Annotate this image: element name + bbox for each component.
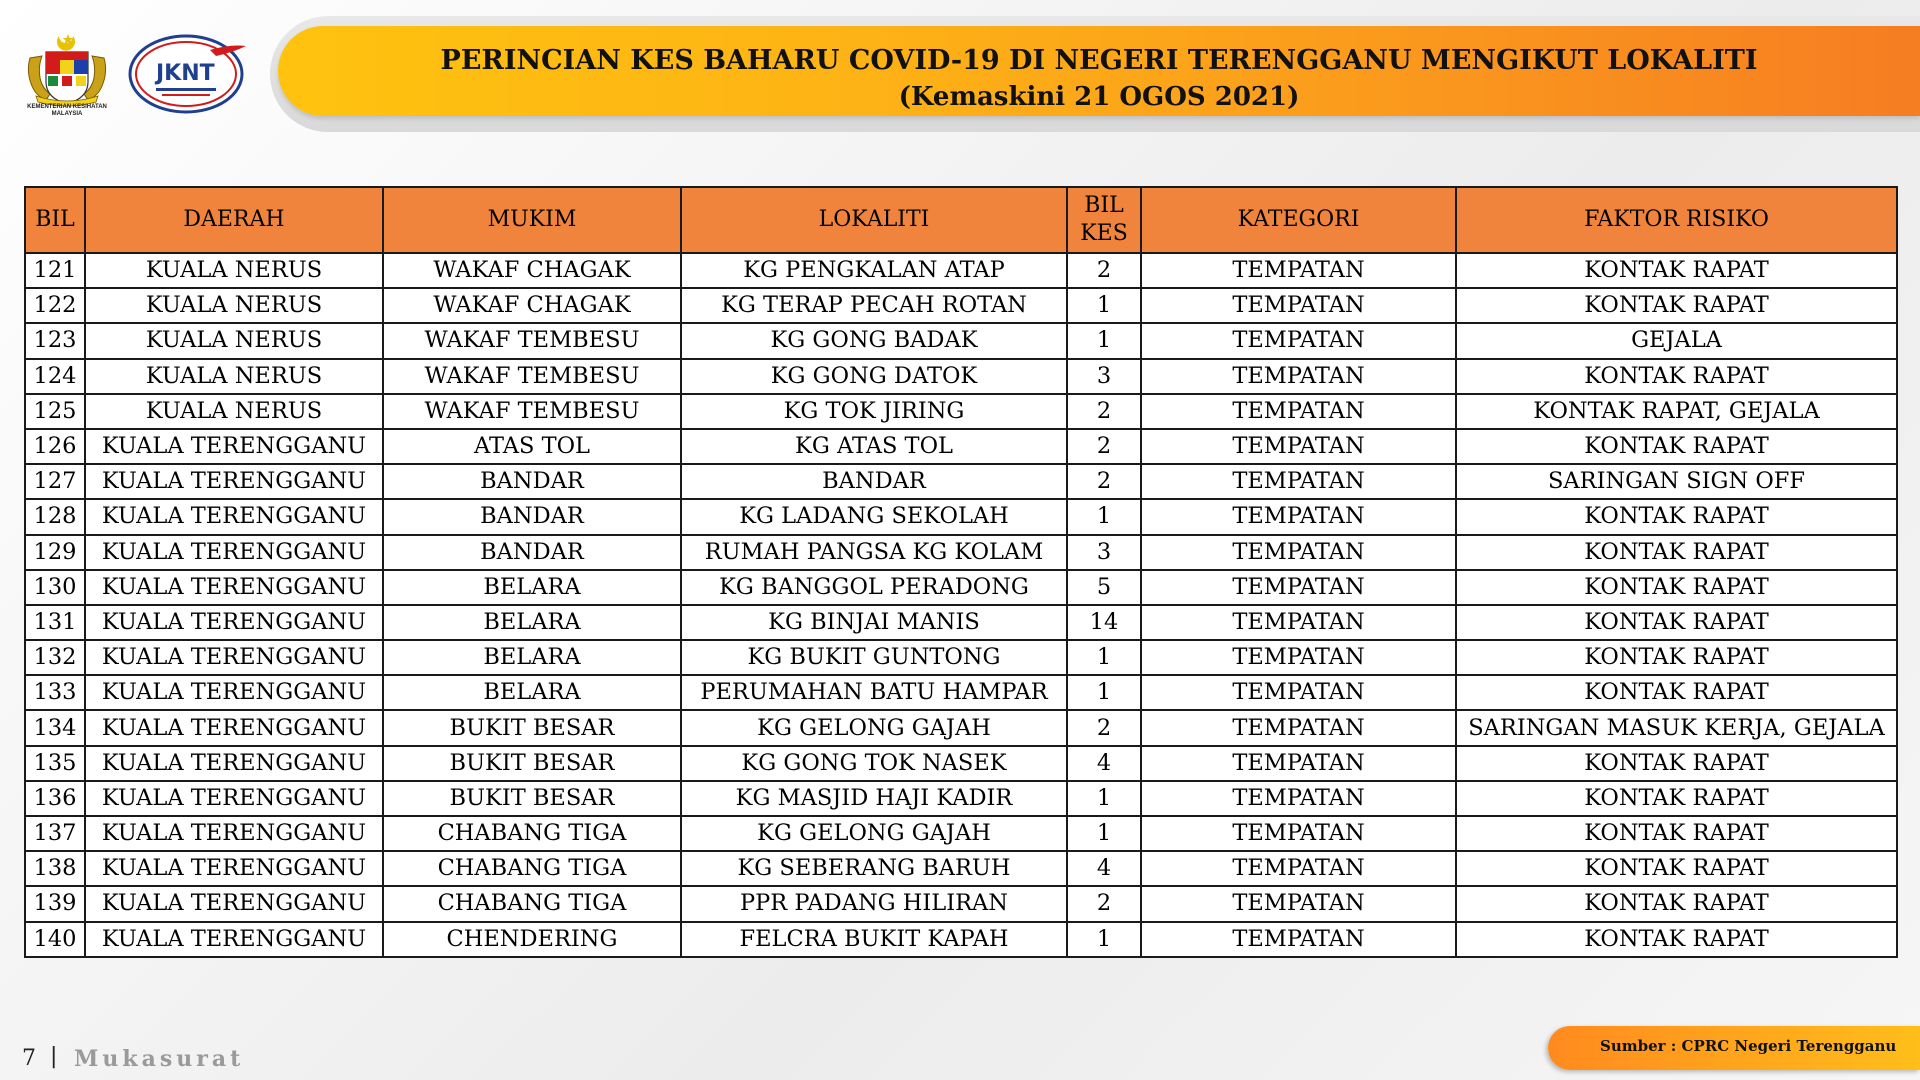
table-row	[25, 605, 1897, 640]
cell-bil: 134	[25, 710, 85, 745]
table-row	[25, 886, 1897, 921]
cell-faktor: KONTAK RAPAT	[1456, 359, 1897, 394]
cell-kategori: TEMPATAN	[1141, 288, 1456, 323]
cell-faktor: KONTAK RAPAT	[1456, 781, 1897, 816]
cell-kategori: TEMPATAN	[1141, 570, 1456, 605]
cell-lokaliti: KG GONG BADAK	[681, 323, 1067, 358]
cell-lokaliti: KG LADANG SEKOLAH	[681, 499, 1067, 534]
cell-lokaliti: KG GONG DATOK	[681, 359, 1067, 394]
cell-bil: 123	[25, 323, 85, 358]
cell-mukim: BUKIT BESAR	[383, 710, 681, 745]
footer-separator: |	[50, 1044, 58, 1069]
header-lokaliti: LOKALITI	[681, 187, 1067, 253]
cell-daerah: KUALA TERENGGANU	[85, 746, 383, 781]
header-bil: BIL	[25, 187, 85, 253]
cell-daerah: KUALA TERENGGANU	[85, 640, 383, 675]
cell-mukim: BUKIT BESAR	[383, 781, 681, 816]
cell-bil: 135	[25, 746, 85, 781]
cell-kategori: TEMPATAN	[1141, 535, 1456, 570]
cell-kategori: TEMPATAN	[1141, 464, 1456, 499]
cell-kategori: TEMPATAN	[1141, 499, 1456, 534]
cell-kes: 2	[1067, 886, 1141, 921]
cell-kes: 4	[1067, 851, 1141, 886]
cell-kes: 1	[1067, 640, 1141, 675]
cell-daerah: KUALA TERENGGANU	[85, 535, 383, 570]
cell-lokaliti: KG BINJAI MANIS	[681, 605, 1067, 640]
cell-lokaliti: KG BANGGOL PERADONG	[681, 570, 1067, 605]
logo-group	[22, 30, 242, 130]
cell-kategori: TEMPATAN	[1141, 710, 1456, 745]
cell-faktor: SARINGAN SIGN OFF	[1456, 464, 1897, 499]
cell-daerah: KUALA TERENGGANU	[85, 464, 383, 499]
cell-lokaliti: KG TOK JIRING	[681, 394, 1067, 429]
cell-bil: 133	[25, 675, 85, 710]
header-mukim: MUKIM	[383, 187, 681, 253]
cell-bil: 132	[25, 640, 85, 675]
cell-mukim: WAKAF TEMBESU	[383, 323, 681, 358]
table-body	[25, 253, 1897, 957]
cell-faktor: KONTAK RAPAT	[1456, 886, 1897, 921]
cell-bil: 128	[25, 499, 85, 534]
table-row	[25, 570, 1897, 605]
cell-bil: 139	[25, 886, 85, 921]
table-row	[25, 323, 1897, 358]
cell-bil: 140	[25, 922, 85, 957]
cell-kes: 1	[1067, 922, 1141, 957]
cell-faktor: KONTAK RAPAT	[1456, 640, 1897, 675]
cell-mukim: CHABANG TIGA	[383, 886, 681, 921]
cell-kes: 14	[1067, 605, 1141, 640]
cell-mukim: BUKIT BESAR	[383, 746, 681, 781]
cell-lokaliti: KG PENGKALAN ATAP	[681, 253, 1067, 288]
table-row	[25, 499, 1897, 534]
cell-daerah: KUALA TERENGGANU	[85, 922, 383, 957]
cell-mukim: BELARA	[383, 570, 681, 605]
cell-lokaliti: BANDAR	[681, 464, 1067, 499]
cell-kes: 2	[1067, 464, 1141, 499]
cell-daerah: KUALA TERENGGANU	[85, 605, 383, 640]
cell-lokaliti: KG ATAS TOL	[681, 429, 1067, 464]
cell-faktor: KONTAK RAPAT	[1456, 851, 1897, 886]
cell-mukim: WAKAF TEMBESU	[383, 394, 681, 429]
cell-mukim: CHABANG TIGA	[383, 816, 681, 851]
cell-lokaliti: KG TERAP PECAH ROTAN	[681, 288, 1067, 323]
cell-faktor: SARINGAN MASUK KERJA, GEJALA	[1456, 710, 1897, 745]
cell-mukim: BANDAR	[383, 499, 681, 534]
cell-daerah: KUALA TERENGGANU	[85, 851, 383, 886]
cell-kes: 1	[1067, 323, 1141, 358]
cell-faktor: KONTAK RAPAT	[1456, 253, 1897, 288]
source-text: Sumber : CPRC Negeri Terengganu	[1600, 1037, 1897, 1055]
table-row	[25, 816, 1897, 851]
cell-bil: 138	[25, 851, 85, 886]
cell-kategori: TEMPATAN	[1141, 323, 1456, 358]
cell-kategori: TEMPATAN	[1141, 746, 1456, 781]
cell-faktor: KONTAK RAPAT	[1456, 429, 1897, 464]
cell-kategori: TEMPATAN	[1141, 922, 1456, 957]
cell-kes: 1	[1067, 675, 1141, 710]
cell-kategori: TEMPATAN	[1141, 816, 1456, 851]
header-bil-kes-line2: KES	[1080, 221, 1128, 246]
page-subtitle: (Kemaskini 21 OGOS 2021)	[898, 82, 1300, 112]
table-row	[25, 781, 1897, 816]
cell-daerah: KUALA TERENGGANU	[85, 429, 383, 464]
cases-table	[24, 186, 1898, 958]
jknt-logo	[126, 32, 258, 116]
table-row	[25, 851, 1897, 886]
cell-bil: 126	[25, 429, 85, 464]
cell-bil: 130	[25, 570, 85, 605]
table-row	[25, 922, 1897, 957]
cell-lokaliti: KG GELONG GAJAH	[681, 710, 1067, 745]
cell-lokaliti: RUMAH PANGSA KG KOLAM	[681, 535, 1067, 570]
cell-bil: 129	[25, 535, 85, 570]
cell-bil: 121	[25, 253, 85, 288]
cell-mukim: BELARA	[383, 640, 681, 675]
cell-kes: 3	[1067, 359, 1141, 394]
cell-faktor: KONTAK RAPAT	[1456, 675, 1897, 710]
cell-kategori: TEMPATAN	[1141, 781, 1456, 816]
cell-daerah: KUALA TERENGGANU	[85, 816, 383, 851]
cell-mukim: CHENDERING	[383, 922, 681, 957]
cell-daerah: KUALA NERUS	[85, 394, 383, 429]
page-number: 7	[22, 1046, 36, 1071]
cell-daerah: KUALA TERENGGANU	[85, 886, 383, 921]
page-title: PERINCIAN KES BAHARU COVID-19 DI NEGERI TERENGGANU MENGIKUT LOKALITI	[440, 45, 1758, 76]
cell-lokaliti: FELCRA BUKIT KAPAH	[681, 922, 1067, 957]
table-row	[25, 675, 1897, 710]
cell-mukim: ATAS TOL	[383, 429, 681, 464]
cell-kategori: TEMPATAN	[1141, 429, 1456, 464]
table-row	[25, 429, 1897, 464]
cell-kategori: TEMPATAN	[1141, 886, 1456, 921]
header-faktor-risiko: FAKTOR RISIKO	[1456, 187, 1897, 253]
cell-faktor: KONTAK RAPAT	[1456, 605, 1897, 640]
cell-mukim: CHABANG TIGA	[383, 851, 681, 886]
table-row	[25, 464, 1897, 499]
cell-kes: 2	[1067, 394, 1141, 429]
cell-mukim: BANDAR	[383, 535, 681, 570]
table-header	[25, 187, 1897, 253]
cell-faktor: KONTAK RAPAT	[1456, 922, 1897, 957]
table-row	[25, 535, 1897, 570]
cell-daerah: KUALA NERUS	[85, 288, 383, 323]
cell-mukim: WAKAF CHAGAK	[383, 288, 681, 323]
cell-bil: 136	[25, 781, 85, 816]
header-daerah: DAERAH	[85, 187, 383, 253]
header-bil-kes-line1: BIL	[1084, 193, 1124, 218]
header-row	[25, 187, 1897, 253]
cell-lokaliti: PERUMAHAN BATU HAMPAR	[681, 675, 1067, 710]
cell-daerah: KUALA TERENGGANU	[85, 675, 383, 710]
cell-mukim: WAKAF TEMBESU	[383, 359, 681, 394]
cell-faktor: KONTAK RAPAT	[1456, 746, 1897, 781]
cell-daerah: KUALA NERUS	[85, 359, 383, 394]
jknt-logo-text: JKNT	[156, 61, 215, 86]
cell-kategori: TEMPATAN	[1141, 359, 1456, 394]
cell-kes: 2	[1067, 253, 1141, 288]
page-label: Mukasurat	[74, 1046, 245, 1072]
cell-faktor: GEJALA	[1456, 323, 1897, 358]
cell-kes: 1	[1067, 781, 1141, 816]
cell-kategori: TEMPATAN	[1141, 253, 1456, 288]
cell-kategori: TEMPATAN	[1141, 851, 1456, 886]
header-kategori: KATEGORI	[1141, 187, 1456, 253]
cell-lokaliti: KG SEBERANG BARUH	[681, 851, 1067, 886]
table-row	[25, 640, 1897, 675]
cell-kategori: TEMPATAN	[1141, 675, 1456, 710]
moh-caption: KEMENTERIAN KESIHATAN MALAYSIA	[27, 104, 107, 117]
header-bil-kes	[1067, 187, 1141, 253]
cell-lokaliti: KG BUKIT GUNTONG	[681, 640, 1067, 675]
cell-mukim: BANDAR	[383, 464, 681, 499]
cell-kes: 3	[1067, 535, 1141, 570]
cell-kes: 1	[1067, 816, 1141, 851]
cell-bil: 125	[25, 394, 85, 429]
cell-mukim: BELARA	[383, 675, 681, 710]
cell-mukim: WAKAF CHAGAK	[383, 253, 681, 288]
cell-bil: 127	[25, 464, 85, 499]
cell-daerah: KUALA TERENGGANU	[85, 499, 383, 534]
cell-daerah: KUALA TERENGGANU	[85, 570, 383, 605]
cell-kes: 5	[1067, 570, 1141, 605]
cell-lokaliti: KG MASJID HAJI KADIR	[681, 781, 1067, 816]
cell-faktor: KONTAK RAPAT	[1456, 535, 1897, 570]
table-row	[25, 359, 1897, 394]
table-row	[25, 710, 1897, 745]
cell-daerah: KUALA TERENGGANU	[85, 710, 383, 745]
table-row	[25, 746, 1897, 781]
cell-bil: 124	[25, 359, 85, 394]
cell-kategori: TEMPATAN	[1141, 640, 1456, 675]
cell-faktor: KONTAK RAPAT	[1456, 288, 1897, 323]
cell-kes: 1	[1067, 288, 1141, 323]
cell-daerah: KUALA NERUS	[85, 253, 383, 288]
cell-lokaliti: PPR PADANG HILIRAN	[681, 886, 1067, 921]
table-row	[25, 394, 1897, 429]
cell-kes: 1	[1067, 499, 1141, 534]
cell-kes: 2	[1067, 710, 1141, 745]
cell-kategori: TEMPATAN	[1141, 605, 1456, 640]
cell-faktor: KONTAK RAPAT	[1456, 570, 1897, 605]
cell-bil: 131	[25, 605, 85, 640]
cell-kes: 2	[1067, 429, 1141, 464]
cell-bil: 122	[25, 288, 85, 323]
cell-mukim: BELARA	[383, 605, 681, 640]
cell-lokaliti: KG GONG TOK NASEK	[681, 746, 1067, 781]
cell-lokaliti: KG GELONG GAJAH	[681, 816, 1067, 851]
table-row	[25, 288, 1897, 323]
table-row	[25, 253, 1897, 288]
cell-daerah: KUALA NERUS	[85, 323, 383, 358]
cell-faktor: KONTAK RAPAT, GEJALA	[1456, 394, 1897, 429]
cell-bil: 137	[25, 816, 85, 851]
cell-faktor: KONTAK RAPAT	[1456, 816, 1897, 851]
cell-kategori: TEMPATAN	[1141, 394, 1456, 429]
cell-kes: 4	[1067, 746, 1141, 781]
cell-daerah: KUALA TERENGGANU	[85, 781, 383, 816]
cell-faktor: KONTAK RAPAT	[1456, 499, 1897, 534]
